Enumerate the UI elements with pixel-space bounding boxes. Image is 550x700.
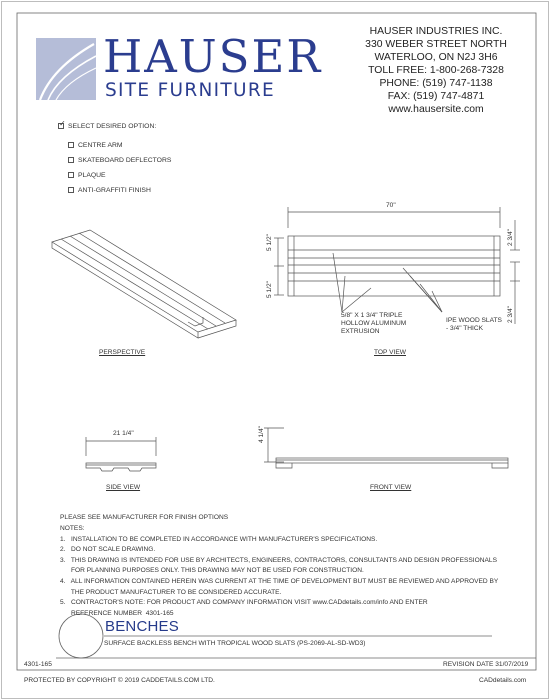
dim-end-offset-top: 2 3/4" xyxy=(507,228,514,246)
dim-slat-spacing-2: 5 1/2" xyxy=(266,280,273,298)
option-label: SKATEBOARD DEFLECTORS xyxy=(78,157,172,164)
front-view-caption: FRONT VIEW xyxy=(370,484,412,491)
note-line: 4. ALL INFORMATION CONTAINED HEREIN WAS CURRENT AT THE TIME OF DEVELOPMENT BUT MUST BE REVIEWED AND APPROVED BY xyxy=(60,577,499,585)
dim-side-width: 21 1/4" xyxy=(113,430,134,437)
finish-note: PLEASE SEE MANUFACTURER FOR FINISH OPTIONS xyxy=(60,514,229,521)
sheet-subtitle: SURFACE BACKLESS BENCH WITH TROPICAL WOOD SLATS (PS-2069-AL-SD-WD3) xyxy=(104,640,366,647)
option-checkbox[interactable] xyxy=(68,172,74,178)
company-phone: PHONE: (519) 747-1138 xyxy=(379,78,493,89)
option-label: PLAQUE xyxy=(78,172,106,179)
copyright-text: PROTECTED BY COPYRIGHT © 2019 CADDETAILS.COM LTD. xyxy=(24,677,215,684)
option-label: CENTRE ARM xyxy=(78,142,123,149)
dim-overall-length: 70" xyxy=(386,202,396,209)
company-info xyxy=(346,25,526,116)
top-view-caption: TOP VIEW xyxy=(374,349,406,356)
company-fax: FAX: (519) 747-4871 xyxy=(387,91,485,102)
note-line: 1. INSTALLATION TO BE COMPLETED IN ACCORDANCE WITH MANUFACTURER'S SPECIFICATIONS. xyxy=(60,535,378,543)
caddetails-brand[interactable]: CADdetails.com xyxy=(479,677,527,684)
perspective-drawing xyxy=(48,222,248,342)
callout-extrusion-line: HOLLOW ALUMINUM xyxy=(341,320,407,327)
note-line: THE PRODUCT MANUFACTURER TO BE CONSIDERED ACCURATE. xyxy=(60,588,282,596)
callout-slats-line: IPE WOOD SLATS xyxy=(446,317,502,324)
notes-block xyxy=(60,524,498,619)
company-city: WATERLOO, ON N2J 3H6 xyxy=(374,52,498,63)
note-line: FOR PLANNING PURPOSES ONLY. THIS DRAWING MAY NOT BE USED FOR CONSTRUCTION. xyxy=(60,567,364,575)
option-label: ANTI-GRAFFITI FINISH xyxy=(78,187,151,194)
callout-slats-line: - 3/4" THICK xyxy=(446,325,484,332)
sheet-title: BENCHES xyxy=(105,618,179,635)
revision-date: REVISION DATE 31/07/2019 xyxy=(443,661,529,668)
perspective-caption: PERSPECTIVE xyxy=(99,349,146,356)
company-street: 330 WEBER STREET NORTH xyxy=(365,39,507,50)
option-checkbox[interactable] xyxy=(68,187,74,193)
side-view-caption: SIDE VIEW xyxy=(106,484,141,491)
company-tollfree: TOLL FREE: 1-800-268-7328 xyxy=(368,65,504,76)
hauser-logo-mark xyxy=(34,38,98,108)
dim-end-offset-bottom: 2 3/4" xyxy=(507,305,514,323)
note-line: 2. DO NOT SCALE DRAWING. xyxy=(60,546,156,554)
dim-front-height: 4 1/4" xyxy=(258,425,265,443)
callout-extrusion-line: EXTRUSION xyxy=(341,328,380,335)
callout-extrusion-line: 5/8" X 1 3/4" TRIPLE xyxy=(341,312,403,319)
callout-extrusion xyxy=(341,312,406,336)
dim-slat-spacing-1: 5 1/2" xyxy=(266,233,273,251)
company-name: HAUSER INDUSTRIES INC. xyxy=(369,26,503,37)
brand-tagline: SITE FURNITURE xyxy=(105,80,275,101)
checkmark-icon: ✓ xyxy=(59,119,66,128)
option-checkbox[interactable] xyxy=(68,142,74,148)
note-line: REFERENCE NUMBER 4301-165 xyxy=(60,609,174,617)
notes-header: NOTES: xyxy=(60,525,85,532)
reference-number: 4301-165 xyxy=(24,661,52,668)
options-header: SELECT DESIRED OPTION: xyxy=(68,123,157,130)
note-line: 5. CONTRACTOR'S NOTE: FOR PRODUCT AND COMPANY INFORMATION VISIT www.CADdetails.com/info AND ENTER xyxy=(60,599,428,607)
option-checkbox[interactable] xyxy=(68,157,74,163)
front-view-drawing xyxy=(258,422,520,477)
brand-name: HAUSER xyxy=(103,30,323,83)
company-website[interactable]: www.hausersite.com xyxy=(388,104,484,115)
note-line: 3. THIS DRAWING IS INTENDED FOR USE BY ARCHITECTS, ENGINEERS, CONTRACTORS, CONSULTANTS AND DESIGN PROFESSIONALS xyxy=(60,556,497,564)
callout-slats xyxy=(446,317,502,333)
